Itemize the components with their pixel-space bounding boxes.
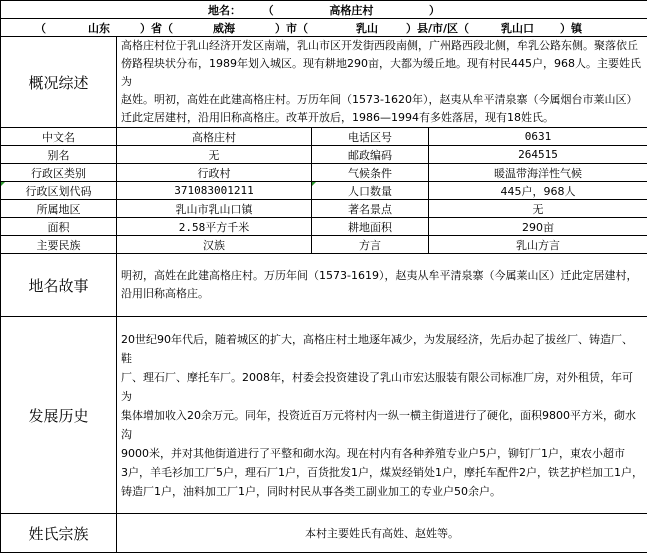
overview-line: 傍路程块状分布，1989年划入城区。现有耕地290亩，大都为缓丘地。现有村民445户，968人。主要姓氏为: [121, 55, 643, 91]
info-value: 445户，968人: [429, 182, 647, 200]
info-value: 乳山方言: [429, 236, 647, 254]
info-key: 所属地区: [1, 200, 117, 218]
overview-line: 赵姓。明初，高姓在此建高格庄村。万历年间（1573-1620年），赵夷从牟平清泉寨（今属烟台市莱山区）: [121, 91, 643, 109]
title-close-paren: ）: [429, 4, 440, 17]
overview-line: 高格庄村位于乳山经济开发区南端，乳山市区开发街西段南侧，广州路西段北侧，牟乳公路东侧。聚落依丘: [121, 37, 643, 55]
town-suffix: ）镇: [560, 20, 582, 36]
info-key: 电话区号: [312, 128, 429, 146]
info-row: [1, 128, 647, 146]
story-line: 明初，高姓在此建高格庄村。万历年间（1573-1619），赵夷从牟平清泉寨（今属莱山区）迁此定居建村，: [121, 267, 643, 285]
location-open: （: [35, 20, 46, 36]
title-cell: [1, 1, 647, 19]
info-row: [1, 236, 647, 254]
history-line: 3户，羊毛衫加工厂5户，理石厂1户，百货批发1户，煤炭经销处1户，摩托车配件2户，铁艺护栏加工1户，: [121, 463, 643, 482]
info-value: 乳山市乳山口镇: [117, 200, 312, 218]
history-line: 铸造厂1户，油料加工厂1户，同时村民从事各类工副业加工的专业户50余户。: [121, 482, 643, 501]
info-row: [1, 164, 647, 182]
info-value: 高格庄村: [117, 128, 312, 146]
info-key: 面积: [1, 218, 117, 236]
info-row: [1, 200, 647, 218]
location-row: [1, 19, 647, 37]
overview-line: 迁此定居建村，沿用旧称高格庄。改革开放后，1986—1994有多姓落居，现有18姓氏。: [121, 109, 643, 127]
history-line: 集体增加收入20余万元。同年，投资近百万元将村内一纵一横主街道进行了硬化，面积9800平方米，砌水沟: [121, 406, 643, 444]
history-text: [117, 317, 647, 514]
info-key: 著名景点: [312, 200, 429, 218]
county-suffix: ）县/市/区（: [406, 20, 469, 36]
info-key: 邮政编码: [312, 146, 429, 164]
info-value: 2.58平方千米: [117, 218, 312, 236]
story-text: [117, 254, 647, 317]
info-row: [1, 182, 647, 200]
history-line: 9000米，并对其他街道进行了平整和砌水沟。现在村内有各种养殖专业户5户，铆钉厂1户，東农小超市: [121, 444, 643, 463]
info-key: 方言: [312, 236, 429, 254]
info-value: 行政村: [117, 164, 312, 182]
info-row: [1, 146, 647, 164]
province-suffix: ）省（: [140, 20, 173, 36]
city-value: 威海: [213, 20, 235, 36]
info-key: 人口数量: [312, 182, 429, 200]
info-key: 主要民族: [1, 236, 117, 254]
history-line: 厂、理石厂、摩托车厂。2008年，村委会投资建设了乳山市宏达服装有限公司标准厂房，对外租赁，年可为: [121, 368, 643, 406]
info-key: 别名: [1, 146, 117, 164]
info-value: 汉族: [117, 236, 312, 254]
history-line: 20世纪90年代后，随着城区的扩大，高格庄村土地逐年减少，为发展经济，先后办起了拔丝厂、铸造厂、鞋: [121, 330, 643, 368]
info-key: 气候条件: [312, 164, 429, 182]
story-row: [1, 254, 647, 317]
info-value: 264515: [429, 146, 647, 164]
title-label: 地名：: [208, 4, 241, 17]
surname-label: 姓氏宗族: [1, 514, 117, 553]
title-open-paren: （: [263, 4, 274, 17]
info-key: 耕地面积: [312, 218, 429, 236]
info-value: 0631: [429, 128, 647, 146]
city-suffix: ）市（: [275, 20, 308, 36]
overview-row: [1, 37, 647, 128]
info-key: 行政区划代码: [1, 182, 117, 200]
info-value: 无: [429, 200, 647, 218]
info-value: 无: [117, 146, 312, 164]
title-row: [1, 1, 647, 19]
history-label: 发展历史: [1, 317, 117, 514]
town-value: 乳山口: [501, 20, 534, 36]
info-key: 中文名: [1, 128, 117, 146]
info-value: 暖温带海洋性气候: [429, 164, 647, 182]
info-row: [1, 218, 647, 236]
surname-row: [1, 514, 647, 553]
story-label: 地名故事: [1, 254, 117, 317]
info-value: 371083001211: [117, 182, 312, 200]
history-row: [1, 317, 647, 514]
info-value: 290亩: [429, 218, 647, 236]
village-name: 高格庄村: [329, 4, 373, 17]
overview-label: 概况综述: [1, 37, 117, 128]
province-value: 山东: [88, 20, 110, 36]
surname-text: 本村主要姓氏有高姓、赵姓等。: [117, 514, 647, 553]
story-line: 沿用旧称高格庄。: [121, 285, 643, 303]
location-cell: [1, 19, 647, 37]
overview-text: [117, 37, 647, 128]
county-value: 乳山: [356, 20, 378, 36]
info-key: 行政区类别: [1, 164, 117, 182]
